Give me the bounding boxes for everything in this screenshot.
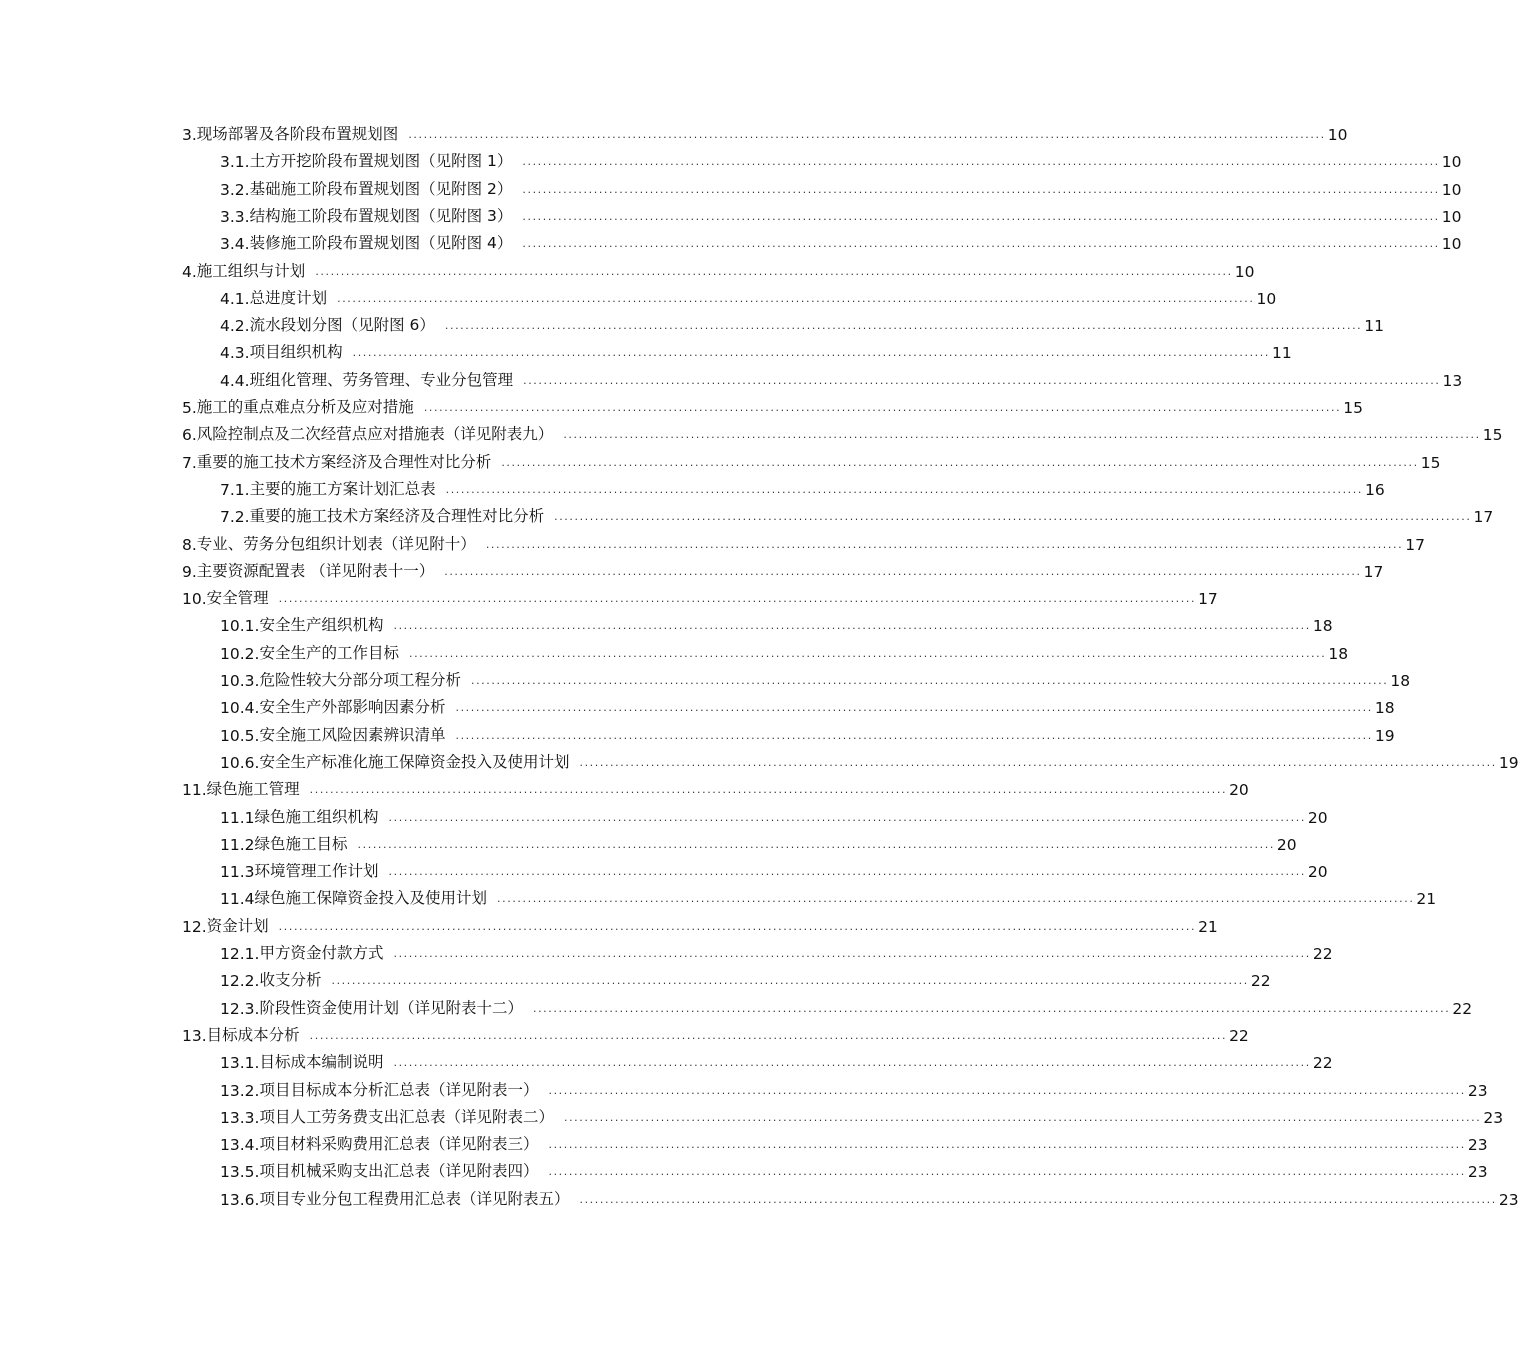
toc-entry[interactable]	[220, 1157, 1488, 1182]
toc-dot-leader: ....................................................................................................................................................................................	[315, 264, 1233, 278]
toc-dot-leader: ....................................................................................................................................................................................	[548, 1083, 1466, 1097]
toc-entry-title: 装修施工阶段布置规划图（见附图 4）	[249, 234, 513, 253]
toc-entry[interactable]	[182, 1021, 1249, 1045]
toc-entry-number: 10.4.	[220, 699, 260, 718]
toc-entry[interactable]	[182, 120, 1348, 144]
toc-page-number: 22	[1312, 1054, 1333, 1073]
toc-entry[interactable]	[220, 475, 1385, 499]
toc-dot-leader: ....................................................................................................................................................................................	[444, 564, 1362, 578]
toc-entry-number: 3.2.	[220, 180, 250, 199]
toc-entry[interactable]	[182, 530, 1425, 554]
toc-entry[interactable]	[220, 311, 1384, 336]
toc-entry-title: 安全管理	[206, 589, 269, 608]
toc-entry[interactable]	[220, 1103, 1504, 1127]
toc-entry-number: 11.2	[220, 835, 255, 854]
toc-entry[interactable]	[220, 966, 1271, 991]
toc-entry[interactable]	[220, 803, 1328, 827]
toc-entry-number: 11.4	[220, 890, 255, 909]
toc-dot-leader: ....................................................................................................................................................................................	[455, 728, 1373, 742]
toc-page-number: 15	[1343, 399, 1363, 417]
toc-page-number: 17	[1405, 535, 1425, 554]
toc-entry-number: 12.	[182, 917, 207, 936]
toc-entry-title: 安全生产外部影响因素分析	[259, 698, 446, 717]
toc-entry-number: 11.3	[220, 863, 255, 882]
toc-entry-title: 项目材料采购费用汇总表（详见附表三）	[259, 1135, 539, 1154]
toc-dot-leader: ....................................................................................................................................................................................	[501, 455, 1419, 469]
toc-page-number: 22	[1452, 999, 1473, 1018]
toc-entry[interactable]	[220, 639, 1349, 663]
toc-entry[interactable]	[182, 775, 1249, 800]
toc-page-number: 21	[1416, 890, 1437, 909]
toc-dot-leader: ....................................................................................................................................................................................	[579, 755, 1497, 769]
toc-entry-title: 重要的施工技术方案经济及合理性对比分析	[249, 507, 545, 526]
toc-entry[interactable]	[182, 584, 1218, 609]
toc-entry-number: 10.1.	[220, 617, 260, 636]
toc-entry-number: 13.1.	[220, 1054, 260, 1073]
toc-page-number: 18	[1390, 672, 1411, 690]
toc-entry-number: 12.1.	[220, 945, 260, 963]
toc-entry-title: 安全施工风险因素辨识清单	[259, 725, 446, 744]
toc-entry[interactable]	[220, 721, 1395, 745]
toc-entry-number: 13.6.	[220, 1190, 260, 1209]
toc-dot-leader: ....................................................................................................................................................................................	[579, 1192, 1497, 1206]
toc-page-number: 17	[1363, 562, 1384, 581]
toc-dot-leader: ....................................................................................................................................................................................	[563, 1110, 1482, 1124]
toc-dot-leader: ....................................................................................................................................................................................	[548, 1165, 1466, 1179]
toc-entry-title: 环境管理工作计划	[254, 862, 379, 881]
toc-entry-number: 6.	[182, 426, 197, 445]
toc-entry-number: 12.2.	[220, 972, 260, 991]
toc-entry-number: 13.3.	[220, 1108, 260, 1127]
toc-page-number: 10	[1441, 207, 1462, 226]
toc-entry-number: 3.1.	[220, 153, 250, 172]
toc-page-number: 22	[1250, 972, 1271, 991]
toc-entry[interactable]	[182, 393, 1363, 417]
toc-dot-leader: ....................................................................................................................................................................................	[278, 919, 1197, 933]
toc-entry-title: 绿色施工保障资金投入及使用计划	[254, 889, 488, 908]
toc-dot-leader: ....................................................................................................................................................................................	[388, 810, 1306, 824]
toc-entry[interactable]	[220, 830, 1297, 854]
toc-entry-title: 主要的施工方案计划汇总表	[249, 479, 436, 498]
toc-entry-title: 现场部署及各阶段布置规划图	[196, 125, 399, 143]
toc-entry-title: 施工组织与计划	[196, 261, 306, 280]
toc-entry[interactable]	[182, 448, 1441, 472]
toc-entry-title: 绿色施工目标	[254, 834, 348, 853]
toc-dot-leader: ....................................................................................................................................................................................	[445, 482, 1363, 496]
toc-entry[interactable]	[220, 857, 1328, 882]
toc-page-number: 23	[1498, 1190, 1519, 1209]
toc-entry-title: 结构施工阶段布置规划图（见附图 3）	[249, 206, 513, 225]
toc-entry-title: 流水段划分图（见附图 6）	[249, 316, 435, 335]
toc-entry-number: 10.	[182, 590, 207, 609]
toc-dot-leader: ....................................................................................................................................................................................	[522, 155, 1440, 169]
toc-dot-leader: ....................................................................................................................................................................................	[337, 291, 1255, 305]
toc-dot-leader: ....................................................................................................................................................................................	[548, 1138, 1466, 1152]
toc-entry-number: 10.2.	[220, 644, 260, 663]
toc-entry[interactable]	[220, 284, 1277, 308]
toc-entry-number: 13.4.	[220, 1136, 260, 1155]
toc-dot-leader: ....................................................................................................................................................................................	[393, 619, 1311, 633]
toc-dot-leader: ....................................................................................................................................................................................	[331, 974, 1249, 988]
toc-page-number: 18	[1312, 617, 1333, 636]
toc-entry-number: 7.2.	[220, 508, 250, 527]
toc-entry[interactable]	[220, 994, 1473, 1018]
toc-page-number: 18	[1374, 699, 1395, 718]
toc-entry-title: 目标成本分析	[206, 1025, 300, 1044]
toc-entry[interactable]	[220, 1185, 1519, 1209]
toc-entry[interactable]	[182, 257, 1255, 281]
toc-page-number: 22	[1229, 1026, 1249, 1045]
toc-entry-title: 项目人工劳务费支出汇总表（详见附表二）	[259, 1107, 554, 1126]
toc-page-number: 21	[1198, 917, 1218, 936]
toc-dot-leader: ....................................................................................................................................................................................	[393, 1056, 1311, 1070]
toc-page-number: 11	[1364, 317, 1384, 336]
toc-entry-number: 3.3.	[220, 207, 250, 226]
toc-entry[interactable]	[220, 1048, 1333, 1073]
toc-entry-title: 总进度计划	[249, 288, 328, 307]
toc-page-number: 10	[1234, 262, 1255, 281]
toc-page-number: 20	[1307, 808, 1328, 827]
toc-dot-leader: ....................................................................................................................................................................................	[423, 401, 1342, 414]
toc-entry-title: 项目机械采购支出汇总表（详见附表四）	[259, 1162, 539, 1181]
toc-entry[interactable]	[220, 693, 1395, 718]
toc-entry-title: 安全生产标准化施工保障资金投入及使用计划	[259, 752, 570, 771]
toc-dot-leader: ....................................................................................................................................................................................	[388, 865, 1306, 879]
toc-entry-title: 危险性较大分部分项工程分析	[259, 671, 461, 689]
toc-dot-leader: ....................................................................................................................................................................................	[522, 209, 1440, 223]
toc-dot-leader: ....................................................................................................................................................................................	[352, 346, 1270, 360]
toc-entry[interactable]	[220, 338, 1292, 363]
toc-entry-title: 资金计划	[206, 916, 269, 935]
toc-entry-title: 主要资源配置表 （详见附表十一）	[196, 561, 435, 580]
toc-page-number: 20	[1229, 781, 1249, 800]
toc-entry-title: 施工的重点难点分析及应对措施	[196, 398, 414, 416]
toc-entry[interactable]	[220, 229, 1462, 254]
toc-dot-leader: ....................................................................................................................................................................................	[444, 319, 1363, 333]
toc-entry-number: 7.1.	[220, 480, 250, 499]
toc-page-number: 15	[1420, 453, 1441, 472]
toc-entry[interactable]	[220, 147, 1462, 172]
toc-entry-number: 11.1	[220, 808, 255, 827]
toc-page-number: 17	[1198, 590, 1218, 609]
toc-entry-title: 风险控制点及二次经营点应对措施表（详见附表九）	[196, 425, 554, 444]
toc-entry-number: 8.	[182, 535, 197, 554]
toc-entry-number: 11.	[182, 781, 207, 800]
toc-dot-leader: ....................................................................................................................................................................................	[408, 128, 1326, 141]
toc-dot-leader: ....................................................................................................................................................................................	[563, 428, 1481, 442]
toc-entry-number: 10.3.	[220, 672, 260, 690]
toc-entry-number: 13.	[182, 1026, 207, 1045]
toc-entry-number: 4.1.	[220, 289, 250, 308]
toc-entry-title: 安全生产的工作目标	[259, 643, 399, 662]
toc-page-number: 23	[1467, 1081, 1488, 1100]
toc-entry[interactable]	[220, 666, 1411, 690]
toc-entry[interactable]	[220, 202, 1462, 226]
toc-page-number: 23	[1467, 1136, 1488, 1155]
toc-entry-number: 3.	[182, 126, 197, 144]
toc-page-number: 19	[1374, 726, 1395, 745]
toc-page-number: 17	[1473, 508, 1494, 527]
toc-entry-number: 4.3.	[220, 344, 250, 363]
toc-entry[interactable]	[220, 748, 1519, 772]
toc-entry-title: 安全生产组织机构	[259, 616, 384, 635]
toc-entry-title: 绿色施工组织机构	[254, 807, 379, 826]
toc-page-number: 11	[1271, 344, 1292, 363]
toc-page-number: 10	[1327, 126, 1348, 144]
toc-entry[interactable]	[220, 611, 1333, 636]
toc-entry-title: 阶段性资金使用计划（详见附表十二）	[259, 998, 523, 1017]
toc-entry-number: 4.4.	[220, 371, 250, 390]
toc-entry-title: 项目专业分包工程费用汇总表（详见附表五）	[259, 1189, 570, 1208]
toc-entry-number: 4.2.	[220, 317, 250, 336]
toc-entry-title: 项目组织机构	[249, 343, 343, 362]
toc-entry-number: 12.3.	[220, 999, 260, 1018]
toc-entry-number: 5.	[182, 399, 197, 417]
toc-dot-leader: ....................................................................................................................................................................................	[408, 646, 1327, 660]
toc-dot-leader: ....................................................................................................................................................................................	[485, 537, 1404, 551]
toc-entry-title: 土方开挖阶段布置规划图（见附图 1）	[249, 152, 513, 171]
toc-page-number: 10	[1256, 289, 1277, 308]
toc-entry-number: 13.5.	[220, 1163, 260, 1182]
toc-entry-title: 绿色施工管理	[206, 780, 300, 799]
toc-entry[interactable]	[220, 939, 1333, 963]
toc-dot-leader: ....................................................................................................................................................................................	[470, 674, 1389, 687]
toc-page-number: 23	[1467, 1163, 1488, 1182]
toc-entry[interactable]	[220, 884, 1437, 909]
toc-page-number: 13	[1442, 371, 1463, 390]
toc-entry[interactable]	[220, 366, 1463, 390]
toc-page-number: 10	[1441, 235, 1462, 254]
toc-entry-title: 项目目标成本分析汇总表（详见附表一）	[259, 1080, 539, 1099]
toc-entry-title: 基础施工阶段布置规划图（见附图 2）	[249, 179, 513, 198]
toc-entry[interactable]	[220, 175, 1462, 199]
toc-dot-leader: ....................................................................................................................................................................................	[522, 182, 1440, 196]
toc-entry[interactable]	[182, 557, 1384, 581]
toc-dot-leader: ....................................................................................................................................................................................	[497, 892, 1415, 906]
toc-entry-number: 13.2.	[220, 1081, 260, 1100]
toc-page-number: 15	[1482, 426, 1503, 445]
toc-page-number: 20	[1276, 835, 1297, 854]
toc-entry-title: 目标成本编制说明	[259, 1053, 384, 1072]
toc-page-number: 19	[1498, 753, 1519, 772]
toc-entry[interactable]	[182, 420, 1503, 445]
toc-dot-leader: ....................................................................................................................................................................................	[455, 701, 1373, 715]
toc-dot-leader: ....................................................................................................................................................................................	[309, 1028, 1228, 1042]
toc-page-number: 20	[1307, 863, 1328, 882]
toc-page-number: 16	[1364, 480, 1385, 499]
toc-entry[interactable]	[182, 912, 1218, 936]
toc-dot-leader: ....................................................................................................................................................................................	[522, 237, 1440, 251]
toc-dot-leader: ....................................................................................................................................................................................	[278, 592, 1197, 606]
toc-entry-number: 10.5.	[220, 726, 260, 745]
toc-entry-title: 专业、劳务分包组织计划表（详见附十）	[196, 534, 476, 553]
toc-dot-leader: ....................................................................................................................................................................................	[357, 837, 1275, 851]
toc-dot-leader: ....................................................................................................................................................................................	[309, 783, 1228, 797]
toc-entry-number: 9.	[182, 562, 197, 581]
toc-entry-number: 7.	[182, 453, 197, 472]
toc-page-number: 22	[1312, 945, 1333, 963]
toc-entry-title: 收支分析	[259, 971, 322, 990]
toc-entry-title: 甲方资金付款方式	[259, 944, 384, 962]
toc-dot-leader: ....................................................................................................................................................................................	[393, 947, 1311, 960]
toc-entry-number: 10.6.	[220, 753, 260, 772]
toc-entry-number: 3.4.	[220, 235, 250, 254]
toc-dot-leader: ....................................................................................................................................................................................	[554, 510, 1472, 524]
toc-entry[interactable]	[220, 1076, 1488, 1100]
toc-dot-leader: ....................................................................................................................................................................................	[523, 373, 1441, 387]
toc-page-number: 23	[1483, 1108, 1504, 1127]
toc-dot-leader: ....................................................................................................................................................................................	[532, 1001, 1451, 1015]
toc-page-number: 10	[1441, 180, 1462, 199]
toc-entry-title: 班组化管理、劳务管理、专业分包管理	[249, 370, 514, 389]
toc-page-number: 10	[1441, 153, 1462, 172]
toc-entry[interactable]	[220, 1130, 1488, 1155]
toc-entry-title: 重要的施工技术方案经济及合理性对比分析	[196, 452, 492, 471]
toc-entry-number: 4.	[182, 262, 197, 281]
toc-page-number: 18	[1328, 644, 1349, 663]
toc-entry[interactable]	[220, 502, 1494, 527]
